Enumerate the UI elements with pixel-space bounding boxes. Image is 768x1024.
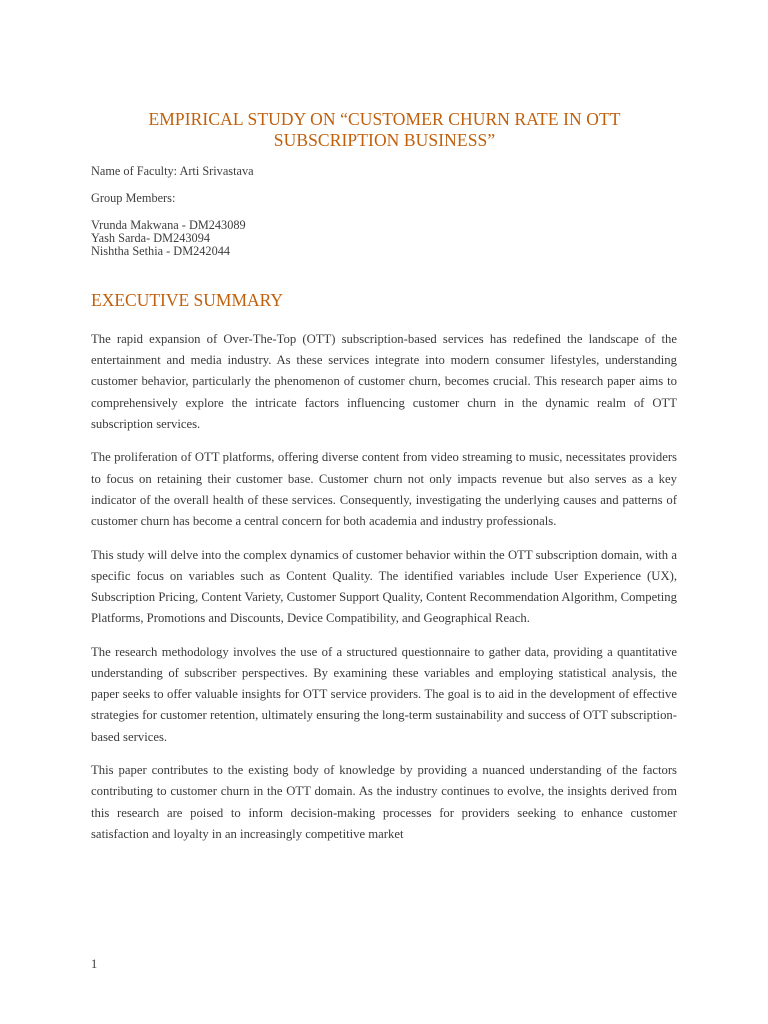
- executive-summary-body: [91, 329, 677, 857]
- group-member: Vrunda Makwana - DM243089: [91, 218, 246, 232]
- group-member: Nishtha Sethia - DM242044: [91, 244, 231, 258]
- body-paragraph: The rapid expansion of Over-The-Top (OTT) subscription-based services has redefined the landscape of the entertainment and media industry. As these services integrate into modern consumer lifestyles, understanding customer behavior, particularly the phenomenon of customer churn, becomes crucial. This research paper aims to comprehensively explore the intricate factors influencing customer churn in the dynamic realm of OTT subscription services.: [91, 332, 677, 431]
- body-paragraph: The research methodology involves the use of a structured questionnaire to gather data, providing a quantitative understanding of subscriber perspectives. By examining these variables and employing statistical analysis, the paper seeks to offer valuable insights for OTT service providers. The goal is to aid in the development of effective strategies for customer retention, ultimately ensuring the long-term sustainability and success of OTT subscription-based services.: [91, 644, 677, 744]
- body-paragraph: This paper contributes to the existing body of knowledge by providing a nuanced understanding of the factors contributing to customer churn in the OTT domain. As the industry continues to evolve, the insights derived from this research are poised to inform decision-making processes for providers seeking to enhance customer satisfaction and loyalty in an increasingly competitive market: [91, 763, 677, 841]
- section-heading-executive-summary: EXECUTIVE SUMMARY: [91, 290, 284, 310]
- body-paragraph: The proliferation of OTT platforms, offering diverse content from video streaming to music, necessitates providers to focus on retaining their customer base. Customer churn not only impacts revenue but also serves as a key indicator of the overall health of these services. Consequently, investigating the underlying causes and patterns of customer churn has become a central concern for both academia and industry professionals.: [91, 450, 677, 529]
- document-title: EMPIRICAL STUDY ON “CUSTOMER CHURN RATE IN OTT SUBSCRIPTION BUSINESS”: [148, 109, 621, 150]
- group-members-list: [91, 219, 678, 258]
- body-paragraph: This study will delve into the complex dynamics of customer behavior within the OTT subscription domain, with a specific focus on variables such as Content Quality. The identified variables include User Experience (UX), Subscription Pricing, Content Variety, Customer Support Quality, Content Recommendation Algorithm, Competing Platforms, Promotions and Discounts, Device Compatibility, and Geographical Reach.: [91, 547, 677, 626]
- group-members-label: Group Members:: [91, 191, 176, 205]
- group-member: Yash Sarda- DM243094: [91, 231, 210, 245]
- faculty-name: Name of Faculty: Arti Srivastava: [91, 164, 254, 178]
- page-number: 1: [91, 957, 98, 971]
